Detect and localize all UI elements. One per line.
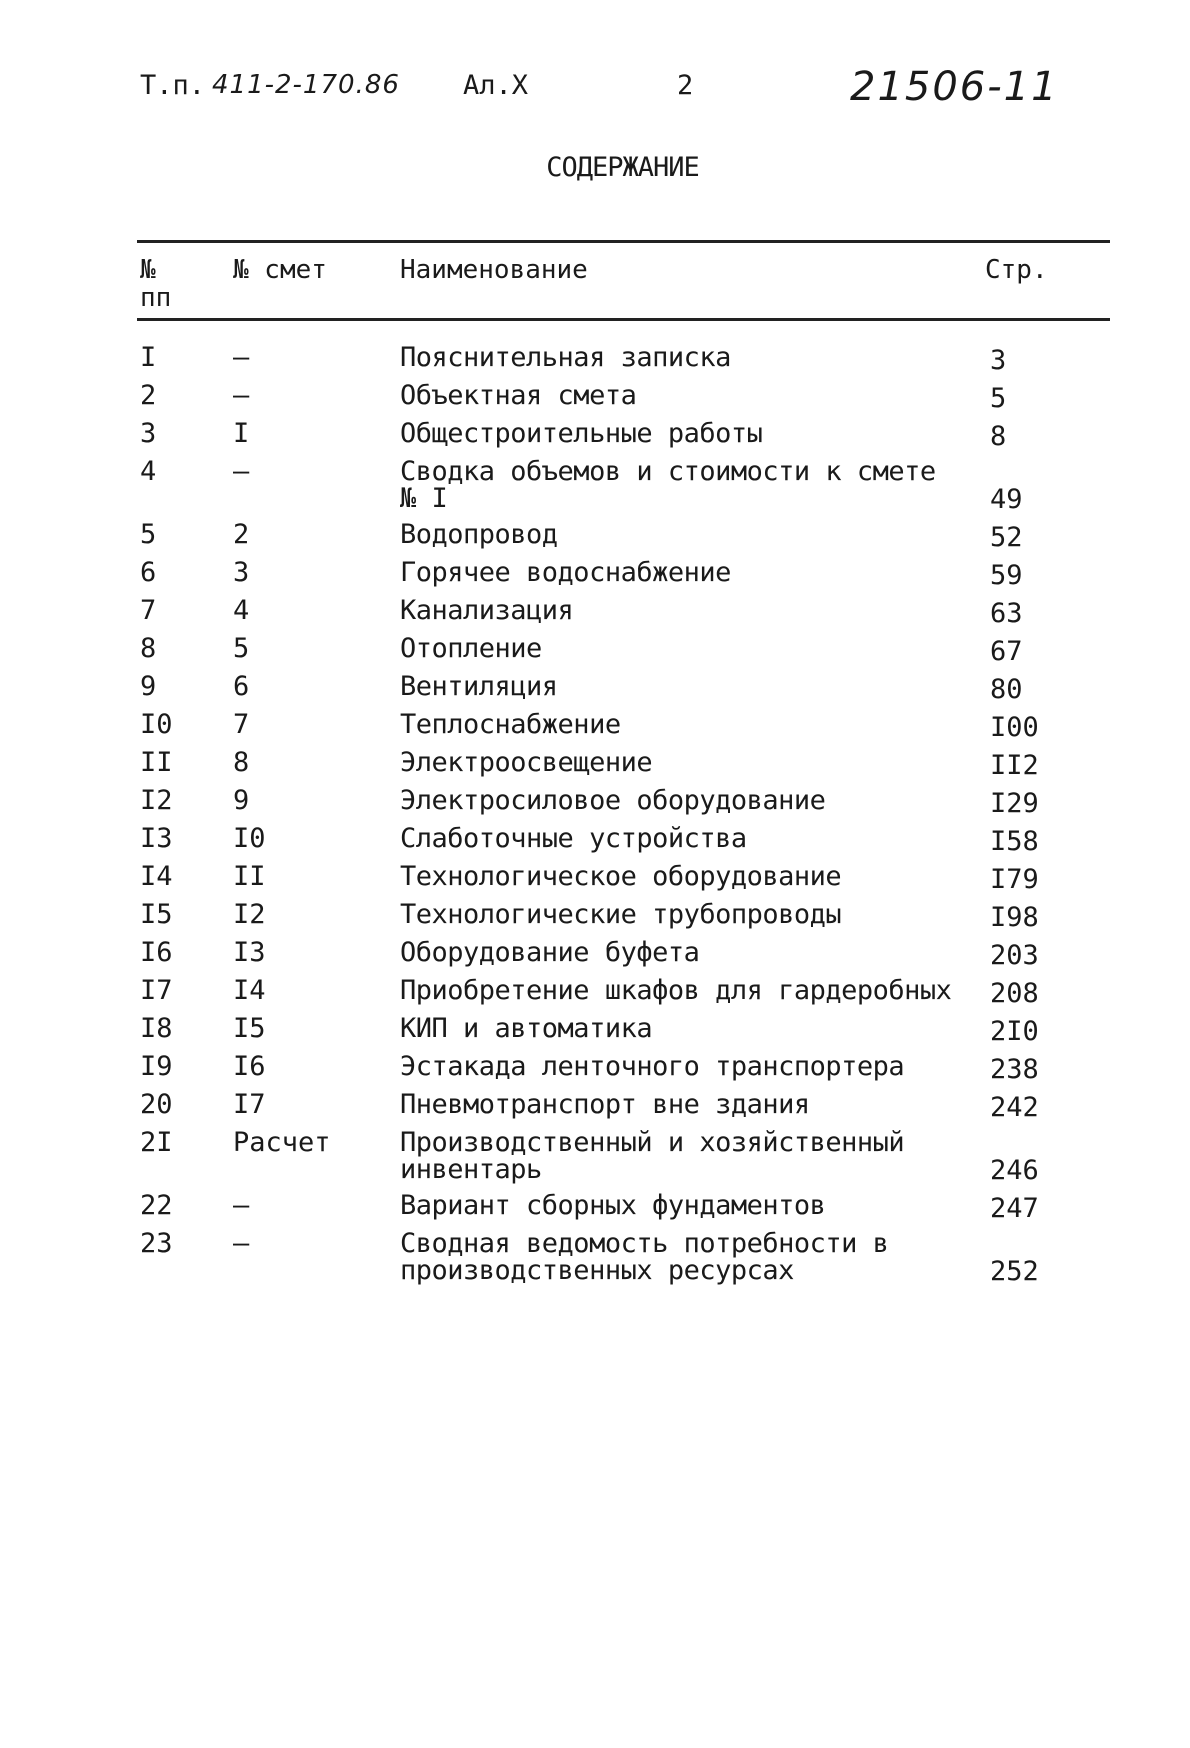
row-smeta: I5 (233, 1013, 266, 1044)
row-name: Оборудование буфета (400, 937, 700, 968)
row-page: 63 (990, 598, 1023, 629)
row-name: Вентиляция (400, 671, 558, 702)
row-name: Приобретение шкафов для гардеробных (400, 975, 952, 1006)
table-row (0, 859, 1190, 897)
row-smeta: I0 (233, 823, 266, 854)
row-number: 6 (140, 557, 157, 588)
table-row (0, 416, 1190, 454)
contents-table (0, 340, 1190, 1289)
row-number: 8 (140, 633, 157, 664)
table-row (0, 707, 1190, 745)
row-number: II (140, 747, 173, 778)
row-page: 80 (990, 674, 1023, 705)
row-number: I3 (140, 823, 173, 854)
table-row (0, 821, 1190, 859)
row-smeta: – (233, 380, 250, 411)
row-page: 203 (990, 940, 1039, 971)
row-page: II2 (990, 750, 1039, 781)
table-row (0, 669, 1190, 707)
row-page: 208 (990, 978, 1039, 1009)
table-row (0, 454, 1190, 517)
table-row (0, 783, 1190, 821)
row-page: I58 (990, 826, 1039, 857)
row-page: 247 (990, 1193, 1039, 1224)
header-name: Наименование (400, 255, 588, 285)
row-smeta: Расчет (233, 1127, 331, 1158)
standard-project-label: Т.п. (140, 70, 206, 101)
row-smeta: 4 (233, 595, 250, 626)
row-smeta: II (233, 861, 266, 892)
row-number: I7 (140, 975, 173, 1006)
row-name: Производственный и хозяйственный инвентарь (400, 1127, 905, 1185)
row-name: Пояснительная записка (400, 342, 731, 373)
row-smeta: 5 (233, 633, 250, 664)
row-page: I79 (990, 864, 1039, 895)
row-number: 23 (140, 1228, 173, 1259)
row-smeta: 6 (233, 671, 250, 702)
row-page: I98 (990, 902, 1039, 933)
row-name: Отопление (400, 633, 542, 664)
table-row (0, 378, 1190, 416)
row-name: Вариант сборных фундаментов (400, 1190, 826, 1221)
row-name: Электросиловое оборудование (400, 785, 826, 816)
document-header (0, 64, 1190, 110)
row-name: Сводная ведомость потребности в производственных ресурсах (400, 1228, 889, 1286)
row-number: 3 (140, 418, 157, 449)
row-name: Сводка объемов и стоимости к смете № I (400, 456, 936, 514)
page-number: 2 (677, 70, 694, 101)
row-number: 4 (140, 456, 157, 487)
row-number: I (140, 342, 157, 373)
row-name: Пневмотранспорт вне здания (400, 1089, 810, 1120)
row-smeta: 7 (233, 709, 250, 740)
row-page: 67 (990, 636, 1023, 667)
header-smeta: № смет (233, 255, 327, 285)
table-row (0, 973, 1190, 1011)
row-name: Водопровод (400, 519, 558, 550)
row-page: 49 (990, 484, 1023, 515)
row-smeta: I2 (233, 899, 266, 930)
row-name: Общестроительные работы (400, 418, 763, 449)
row-page: 238 (990, 1054, 1039, 1085)
table-row (0, 1125, 1190, 1188)
row-page: 52 (990, 522, 1023, 553)
table-row (0, 1087, 1190, 1125)
row-name: Электроосвещение (400, 747, 653, 778)
table-row (0, 631, 1190, 669)
header-num: № пп (140, 255, 172, 313)
row-smeta: – (233, 1228, 250, 1259)
row-number: I0 (140, 709, 173, 740)
row-number: 2 (140, 380, 157, 411)
row-number: I6 (140, 937, 173, 968)
row-page: 246 (990, 1155, 1039, 1186)
row-name: Теплоснабжение (400, 709, 621, 740)
row-number: I5 (140, 899, 173, 930)
row-page: 5 (990, 383, 1007, 414)
row-page: 252 (990, 1256, 1039, 1287)
row-number: 9 (140, 671, 157, 702)
standard-project-number: 411-2-170.86 (212, 70, 400, 100)
table-row (0, 745, 1190, 783)
row-smeta: I (233, 418, 250, 449)
row-smeta: – (233, 456, 250, 487)
table-row (0, 517, 1190, 555)
row-smeta: I3 (233, 937, 266, 968)
table-row (0, 1226, 1190, 1289)
table-top-rule (137, 240, 1110, 243)
row-number: 22 (140, 1190, 173, 1221)
row-number: I4 (140, 861, 173, 892)
row-number: I9 (140, 1051, 173, 1082)
table-row (0, 340, 1190, 378)
row-number: 7 (140, 595, 157, 626)
row-page: 2I0 (990, 1016, 1039, 1047)
row-smeta: 2 (233, 519, 250, 550)
table-row (0, 1011, 1190, 1049)
row-page: I00 (990, 712, 1039, 743)
row-number: I2 (140, 785, 173, 816)
header-page: Стр. (985, 255, 1048, 285)
row-smeta: 8 (233, 747, 250, 778)
row-page: 3 (990, 345, 1007, 376)
row-smeta: I4 (233, 975, 266, 1006)
row-smeta: I6 (233, 1051, 266, 1082)
archive-number: 21506-11 (850, 64, 1059, 110)
row-name: Канализация (400, 595, 574, 626)
row-name: Технологические трубопроводы (400, 899, 842, 930)
row-number: 2I (140, 1127, 173, 1158)
table-row (0, 593, 1190, 631)
table-row (0, 555, 1190, 593)
row-name: Эстакада ленточного транспортера (400, 1051, 905, 1082)
row-smeta: 3 (233, 557, 250, 588)
row-name: Объектная смета (400, 380, 637, 411)
table-row (0, 1049, 1190, 1087)
page-title: СОДЕРЖАНИЕ (546, 152, 699, 183)
row-smeta: I7 (233, 1089, 266, 1120)
row-name: Горячее водоснабжение (400, 557, 731, 588)
row-name: КИП и автоматика (400, 1013, 653, 1044)
row-page: 242 (990, 1092, 1039, 1123)
table-row (0, 897, 1190, 935)
row-page: 59 (990, 560, 1023, 591)
table-row (0, 1188, 1190, 1226)
row-number: 20 (140, 1089, 173, 1120)
row-page: 8 (990, 421, 1007, 452)
row-smeta: – (233, 1190, 250, 1221)
album-label: Ал.Х (463, 70, 529, 101)
table-row (0, 935, 1190, 973)
row-number: I8 (140, 1013, 173, 1044)
row-page: I29 (990, 788, 1039, 819)
row-smeta: 9 (233, 785, 250, 816)
row-number: 5 (140, 519, 157, 550)
row-smeta: – (233, 342, 250, 373)
table-header-rule (137, 318, 1110, 321)
row-name: Слаботочные устройства (400, 823, 747, 854)
row-name: Технологическое оборудование (400, 861, 842, 892)
